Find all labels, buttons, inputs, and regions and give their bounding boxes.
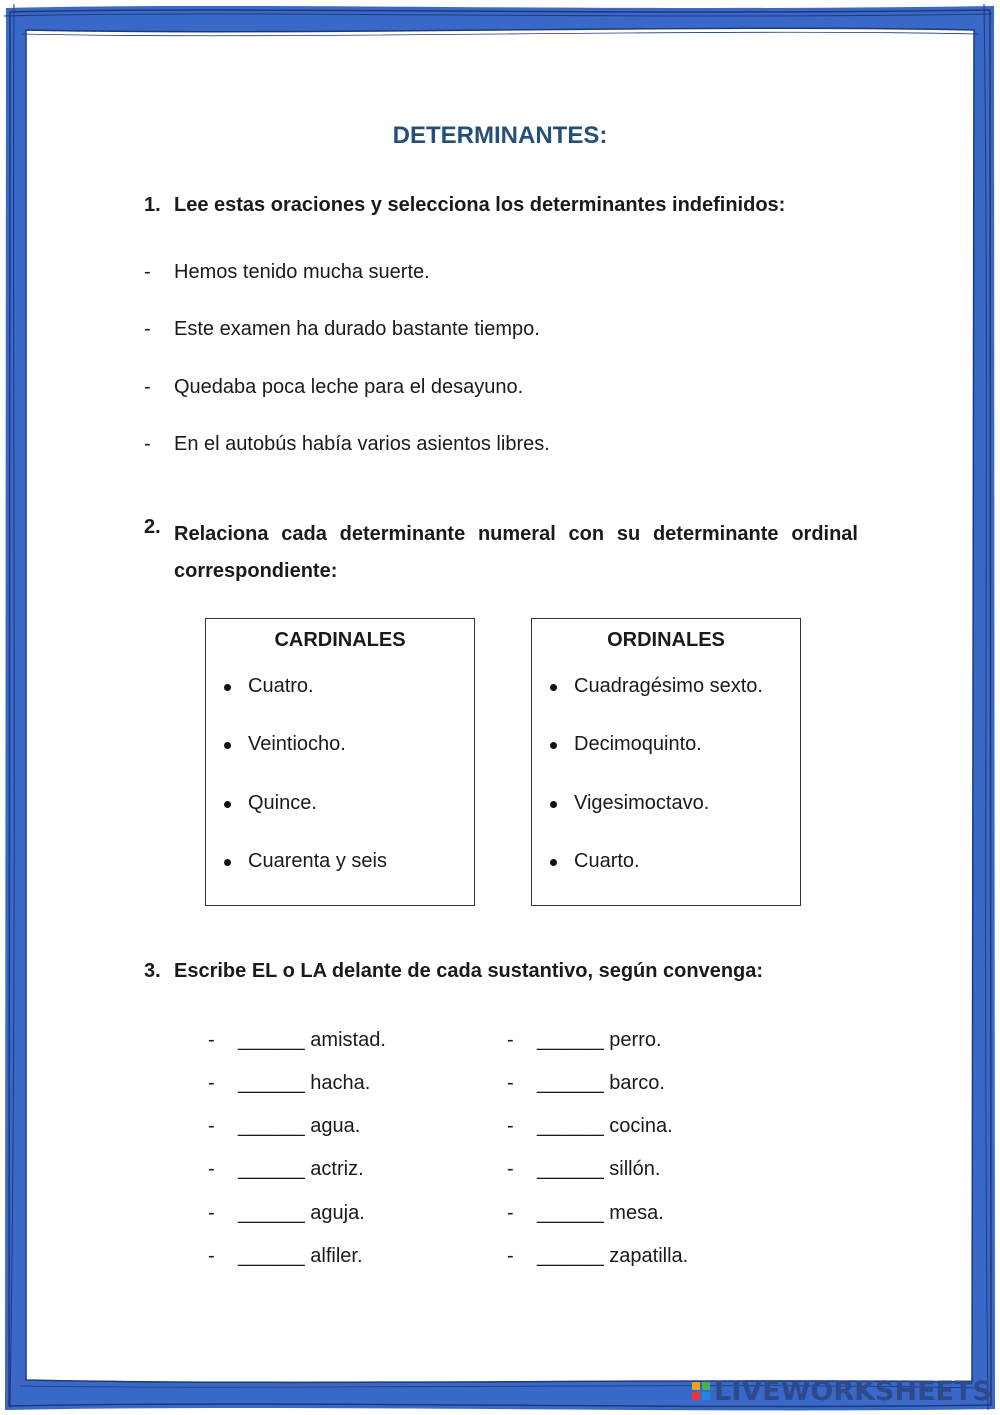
cardinal-label: Veintiocho. xyxy=(248,733,346,755)
logo-icon xyxy=(692,1382,710,1400)
blank-noun[interactable]: ______ zapatilla. xyxy=(537,1245,689,1267)
cardinales-box xyxy=(205,618,475,906)
dash-bullet: - xyxy=(507,1115,514,1137)
dash-bullet: - xyxy=(208,1072,215,1094)
dash-bullet: - xyxy=(144,433,151,455)
blank-noun[interactable]: ______ amistad. xyxy=(238,1029,386,1051)
sentence-text[interactable]: Hemos tenido mucha suerte. xyxy=(174,261,430,283)
blank-noun[interactable]: ______ cocina. xyxy=(537,1115,673,1137)
dash-bullet: - xyxy=(144,318,151,340)
bullet-icon xyxy=(224,684,231,691)
q2-prompt-line2: correspondiente: xyxy=(174,560,338,582)
dash-bullet: - xyxy=(208,1158,215,1180)
dash-bullet: - xyxy=(208,1245,215,1267)
bullet-icon xyxy=(550,684,557,691)
blank-noun[interactable]: ______ mesa. xyxy=(537,1202,664,1224)
q2-number: 2. xyxy=(144,516,161,538)
page-title: DETERMINANTES: xyxy=(392,122,608,149)
dash-bullet: - xyxy=(507,1029,514,1051)
cardinal-label: Quince. xyxy=(248,792,317,814)
ordinal-label: Vigesimoctavo. xyxy=(574,792,710,814)
logo-text: LIVEWORKSHEETS xyxy=(714,1375,992,1407)
bullet-icon xyxy=(550,859,557,866)
ordinal-label: Cuadragésimo sexto. xyxy=(574,675,763,697)
dash-bullet: - xyxy=(208,1202,215,1224)
dash-bullet: - xyxy=(507,1202,514,1224)
sentence-text[interactable]: Este examen ha durado bastante tiempo. xyxy=(174,318,540,340)
ordinales-heading: ORDINALES xyxy=(607,629,725,651)
ordinal-label: Cuarto. xyxy=(574,850,640,872)
blank-noun[interactable]: ______ sillón. xyxy=(537,1158,661,1180)
q3-prompt: Escribe EL o LA delante de cada sustantivo, según convenga: xyxy=(174,960,764,982)
blank-noun[interactable]: ______ alfiler. xyxy=(238,1245,363,1267)
bullet-icon xyxy=(224,859,231,866)
ordinal-label: Decimoquinto. xyxy=(574,733,702,755)
sentence-text[interactable]: En el autobús había varios asientos libres. xyxy=(174,433,550,455)
sentence-text[interactable]: Quedaba poca leche para el desayuno. xyxy=(174,376,524,398)
dash-bullet: - xyxy=(507,1072,514,1094)
blank-noun[interactable]: ______ actriz. xyxy=(238,1158,364,1180)
blank-noun[interactable]: ______ aguja. xyxy=(238,1202,365,1224)
blank-noun[interactable]: ______ hacha. xyxy=(238,1072,371,1094)
dash-bullet: - xyxy=(144,376,151,398)
cardinales-heading: CARDINALES xyxy=(274,629,406,651)
dash-bullet: - xyxy=(208,1029,215,1051)
blank-noun[interactable]: ______ agua. xyxy=(238,1115,361,1137)
blank-noun[interactable]: ______ barco. xyxy=(537,1072,665,1094)
bullet-icon xyxy=(224,742,231,749)
dash-bullet: - xyxy=(144,261,151,283)
cardinal-label: Cuatro. xyxy=(248,675,314,697)
cardinal-label: Cuarenta y seis xyxy=(248,850,387,872)
bullet-icon xyxy=(550,742,557,749)
q1-number: 1. xyxy=(144,194,161,216)
liveworksheets-logo[interactable] xyxy=(692,1376,992,1406)
dash-bullet: - xyxy=(507,1158,514,1180)
blank-noun[interactable]: ______ perro. xyxy=(537,1029,662,1051)
bullet-icon xyxy=(224,801,231,808)
q2-prompt-line1: Relaciona cada determinante numeral con su determinante ordinal xyxy=(174,523,858,545)
dash-bullet: - xyxy=(507,1245,514,1267)
q1-prompt: Lee estas oraciones y selecciona los determinantes indefinidos: xyxy=(174,194,786,216)
q3-number: 3. xyxy=(144,960,161,982)
dash-bullet: - xyxy=(208,1115,215,1137)
bullet-icon xyxy=(550,801,557,808)
ordinales-box xyxy=(531,618,801,906)
